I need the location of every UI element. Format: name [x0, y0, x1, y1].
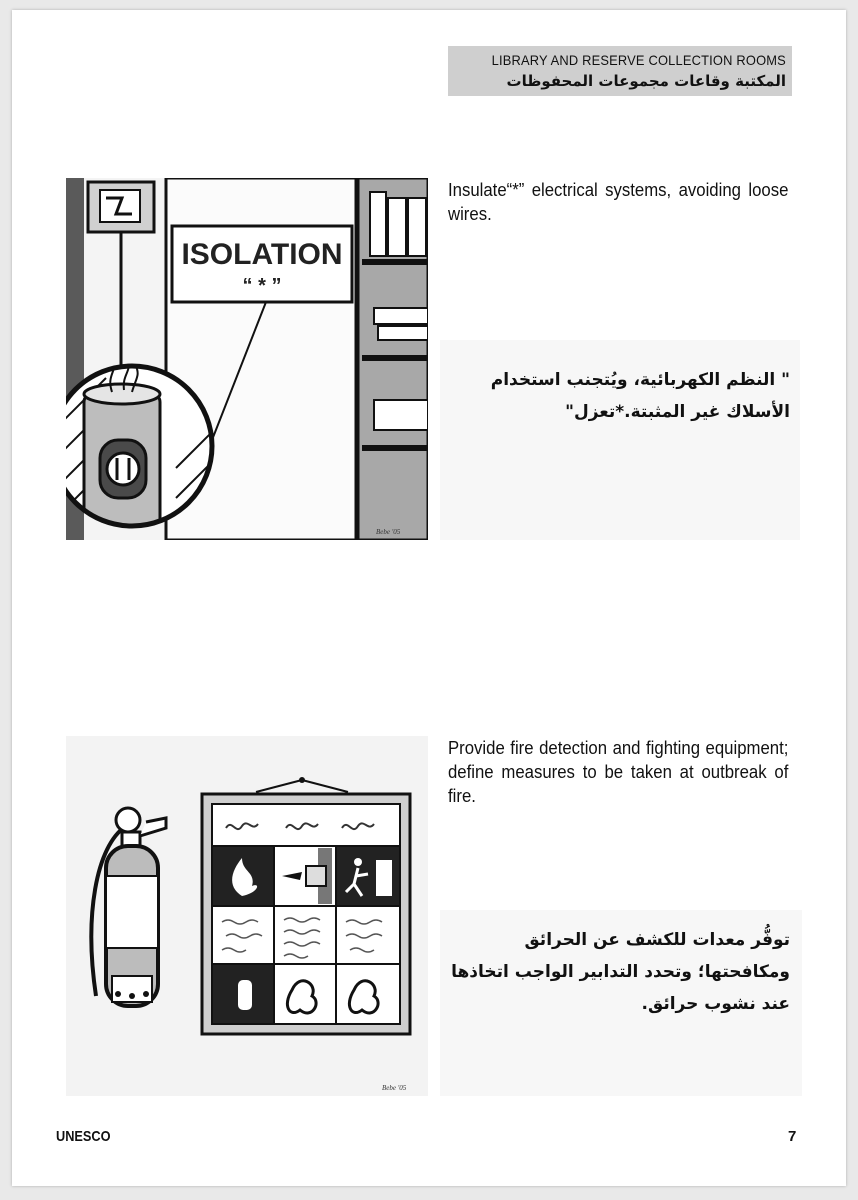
isolation-sign-mark: “ * ”	[242, 275, 282, 297]
illustration-electrical-insulation	[66, 178, 428, 540]
illustration-signature: Bebe '05	[376, 528, 401, 536]
section-2-text-english: Provide fire detection and fighting equipment; define measures to be taken at outbreak of fire.	[448, 738, 789, 806]
section-1-text-english: Insulate“*” electrical systems, avoiding loose wires.	[448, 180, 789, 224]
isolation-sign-text: ISOLATION	[181, 238, 343, 271]
illustration-fire-equipment	[66, 736, 428, 1096]
header-title-arabic: المكتبة وقاعات مجموعات المحفوظات	[506, 72, 786, 90]
running-header	[448, 46, 792, 96]
section-2-text-arabic: توفُّر معدات للكشف عن الحرائق ومكافحتها؛ وتحدد التدابير الواجب اتخاذها عند نشوب حرائق.	[451, 930, 790, 1014]
illustration-signature-2: Bebe '05	[382, 1084, 407, 1092]
footer-page-number: 7	[788, 1128, 797, 1145]
section-1-text-arabic: " النظم الكهربائية، ويُتجنب استخدام الأسلاك غير المثبتة.*تعزل"	[490, 370, 790, 422]
footer-publisher: UNESCO	[56, 1128, 111, 1145]
header-title-english: LIBRARY AND RESERVE COLLECTION ROOMS	[491, 52, 786, 68]
